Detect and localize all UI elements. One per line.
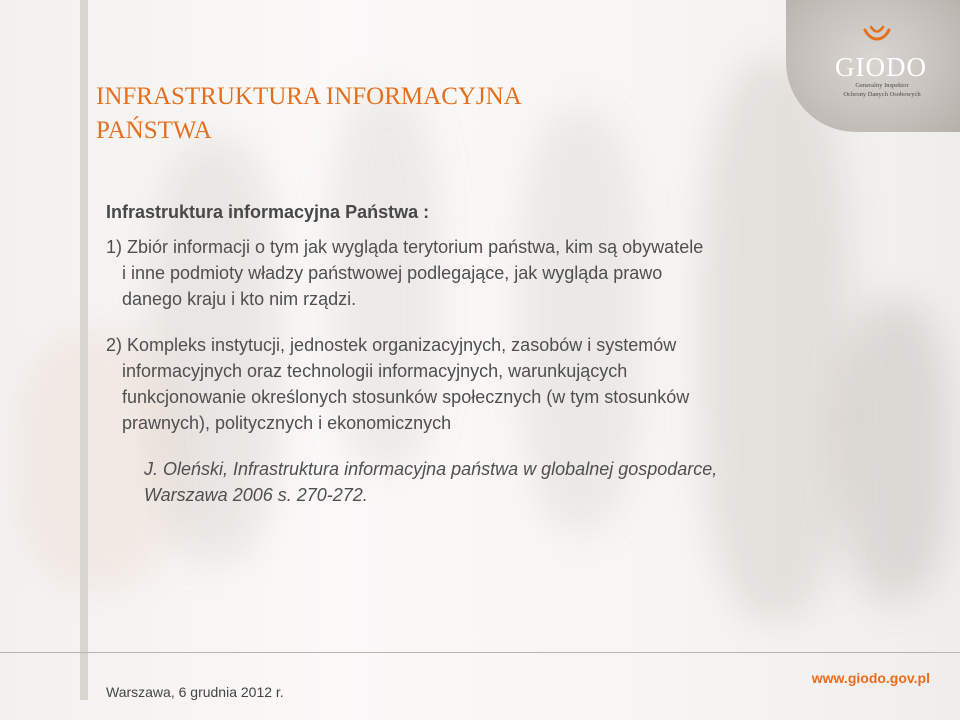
logo-subtitle-line-2: Ochrony Danych Osobowych (843, 91, 921, 98)
citation-line: Warszawa 2006 s. 270-272. (144, 485, 368, 505)
definition-line: 1) Zbiór informacji o tym jak wygląda terytorium państwa, kim są obywatele (106, 237, 704, 257)
citation-line: J. Oleński, Infrastruktura informacyjna państwa w globalnej gospodarce, (144, 459, 718, 479)
slide-body (106, 200, 916, 508)
footer-divider (0, 652, 960, 653)
logo-subtitle-line-1: Generalny Inspektor (855, 82, 909, 89)
citation (144, 456, 916, 508)
definition-line: danego kraju i kto nim rządzi. (122, 289, 357, 309)
definition-line: informacyjnych oraz technologii informacyjnych, warunkujących (122, 361, 628, 381)
definition-line: prawnych), politycznych i ekonomicznych (122, 413, 452, 433)
slide-title-line: PAŃSTWA (96, 117, 212, 144)
definition-item-1 (106, 234, 916, 312)
slide-title (96, 80, 656, 148)
giodo-emblem-icon (862, 24, 892, 46)
left-accent-bar (80, 0, 88, 700)
logo-name: GIODO (835, 52, 927, 82)
slide-subtitle: Infrastruktura informacyjna Państwa : (106, 202, 430, 222)
footer-date: Warszawa, 6 grudnia 2012 r. (106, 684, 284, 700)
definition-line: i inne podmioty władzy państwowej podlegające, jak wygląda prawo (122, 263, 663, 283)
definition-item-2 (106, 332, 916, 436)
definition-line: funkcjonowanie określonych stosunków społecznych (w tym stosunków (122, 387, 690, 407)
footer-url-link[interactable]: www.giodo.gov.pl (811, 670, 930, 686)
slide-title-line: INFRASTRUKTURA INFORMACYJNA (96, 83, 522, 110)
definition-line: 2) Kompleks instytucji, jednostek organizacyjnych, zasobów i systemów (106, 335, 677, 355)
